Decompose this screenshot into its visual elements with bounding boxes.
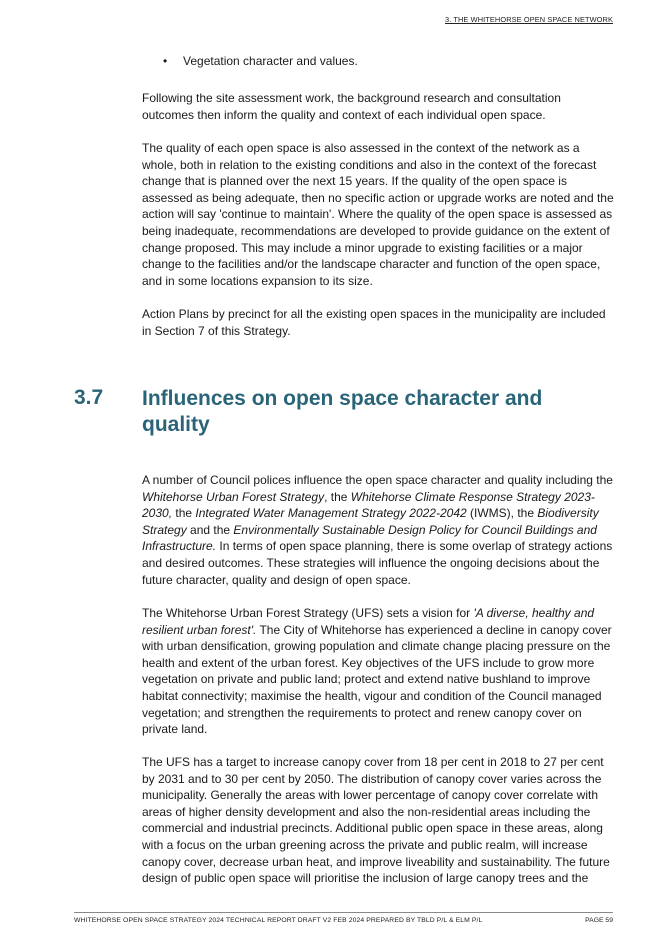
- paragraph-site-assessment: Following the site assessment work, the background research and consultation outcomes then inform the quality and context of each individual open space.: [142, 91, 561, 122]
- footer-page-number: PAGE 59: [585, 917, 613, 924]
- bullet-marker: •: [163, 54, 168, 68]
- running-header: 3. THE WHITEHORSE OPEN SPACE NETWORK: [445, 15, 613, 24]
- paragraph-council-policies: A number of Council polices influence the open space character and quality including the Whitehorse Urban Forest Strategy, the Whitehorse Climate Response Strategy 2023-2030, the Integrated Water Management Strategy 2022-2042 (IWMS), the Biodiversity Strategy and the Environmentally Sustainable Design Policy for Council Buildings and Infrastructure. In terms of open space planning, there is some overlap of strategy actions and desired outcomes. These strategies will influence the ongoing decisions about the future character, quality and design of open space.: [142, 473, 613, 587]
- footer-document-info: WHITEHORSE OPEN SPACE STRATEGY 2024 TECHNICAL REPORT DRAFT V2 FEB 2024 PREPARED BY TBLD P/L & ELM P/L: [74, 917, 483, 924]
- paragraph-canopy-target: The UFS has a target to increase canopy cover from 18 per cent in 2018 to 27 per cent by 2031 and to 30 per cent by 2050. The distribution of canopy cover varies across the municipality. Generally the areas with lower percentage of canopy cover correlate with areas of higher density development and also the non-residential areas including the commercial and industrial precincts. Additional public open space in these areas, along with a focus on the urban greening across the private and public realm, will increase canopy cover, decrease urban heat, and improve liveability and sustainability. The future design of public open space will prioritise the inclusion of large canopy trees and the: [142, 755, 610, 886]
- bullet-text: Vegetation character and values.: [183, 54, 358, 68]
- section-title: Influences on open space character and quality: [142, 387, 543, 436]
- paragraph-quality-assessment: The quality of each open space is also assessed in the context of the network as a whole, both in relation to the existing conditions and also in the context of the forecast change that is planned over the next 15 years. If the quality of the open space is assessed as being adequate, then no specific action or upgrade works are noted and the action will say 'continue to maintain'. Where the quality of the open space is assessed as being inadequate, recommendations are developed to provide guidance on the extent of change proposed. This may include a minor upgrade to existing facilities or a major change to the facilities and/or the landscape character and function of the open space, and in some locations expansion to its size.: [142, 141, 614, 288]
- paragraph-action-plans: Action Plans by precinct for all the existing open spaces in the municipality are included in Section 7 of this Strategy.: [142, 307, 606, 338]
- bullet-item: [163, 53, 358, 70]
- section-number: 3.7: [74, 386, 104, 409]
- footer-divider: [74, 912, 613, 913]
- paragraph-urban-forest-strategy: The Whitehorse Urban Forest Strategy (UFS) sets a vision for 'A diverse, healthy and resilient urban forest'. The City of Whitehorse has experienced a decline in canopy cover with urban densification, growing population and climate change placing pressure on the health and extent of the urban forest. Key objectives of the UFS include to grow more vegetation on private and public land; protect and extend native bushland to improve habitat connectivity; maximise the health, vigour and condition of the Council managed vegetation; and strengthen the requirements to protect and renew canopy cover on private land.: [142, 606, 612, 737]
